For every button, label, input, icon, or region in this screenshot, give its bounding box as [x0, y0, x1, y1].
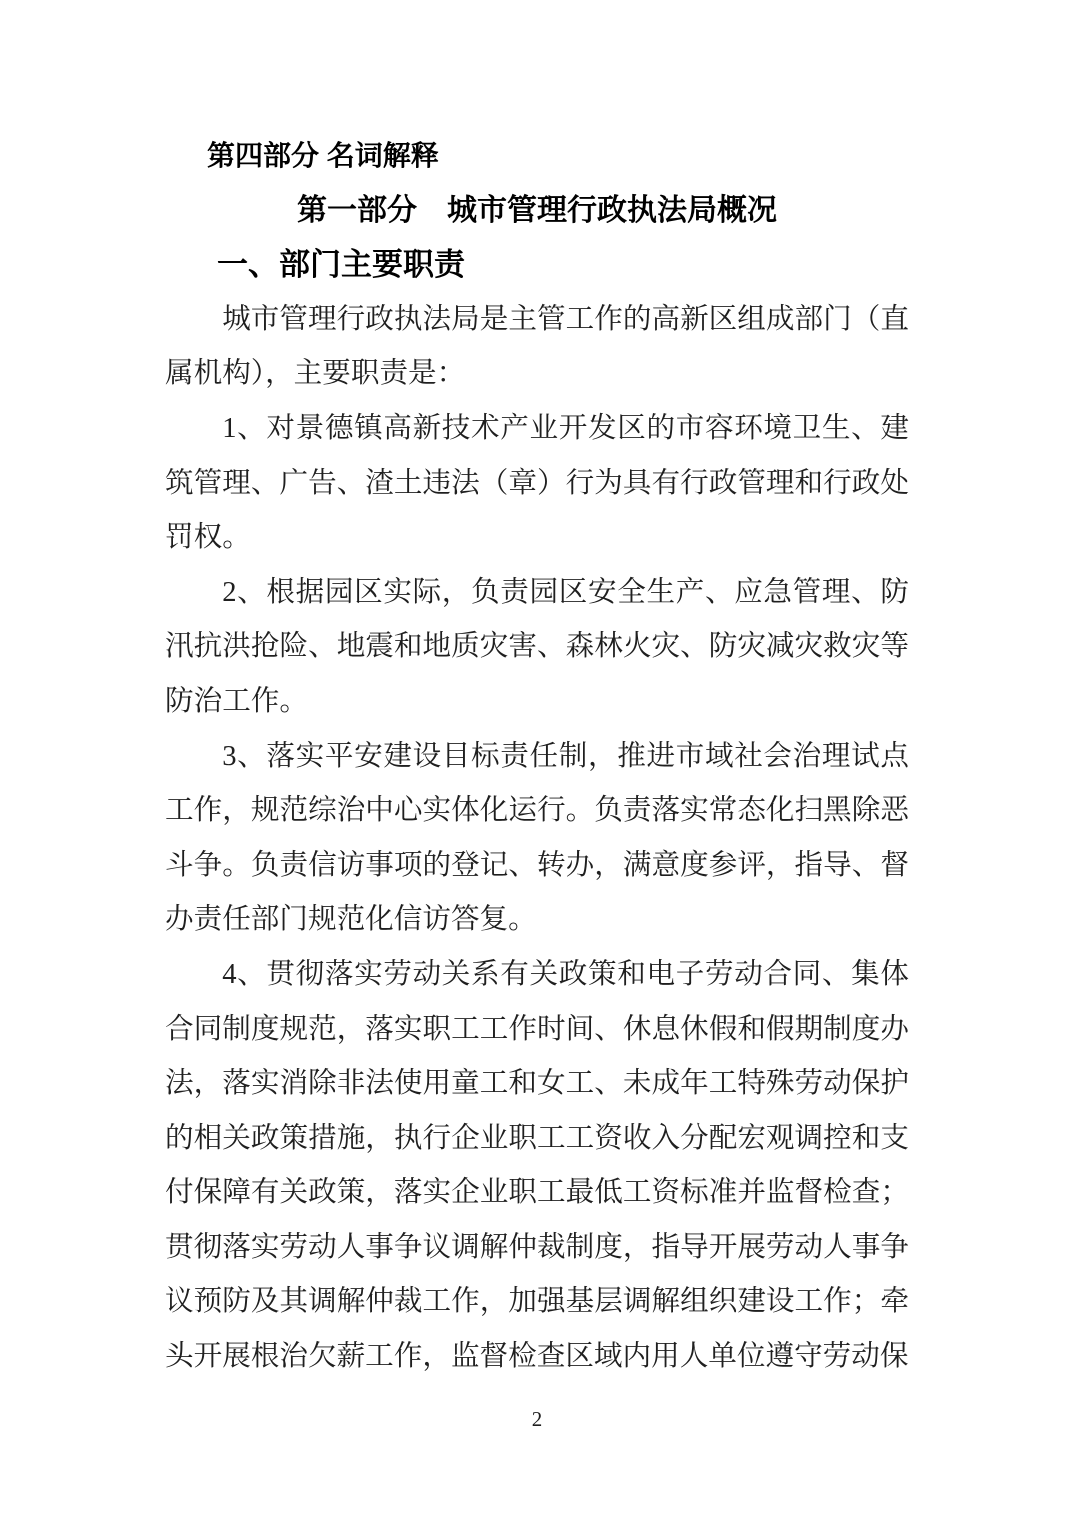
paragraph-duty-4: 4、贯彻落实劳动关系有关政策和电子劳动合同、集体合同制度规范，落实职工工作时间、休息休假和假期制度办法，落实消除非法使用童工和女工、未成年工特殊劳动保护的相关政策措施，执行企业职工工资收入分配宏观调控和支付保障有关政策，落实企业职工最低工资标准并监督检查；贯彻落实劳动人事争议调解仲裁制度，指导开展劳动人事争议预防及其调解仲裁工作，加强基层调解组织建设工作；牵头开展根治欠薪工作，监督检查区域内用人单位遵守劳动保 [165, 958, 909, 1373]
document-content [165, 0, 909, 1385]
page-number: 2 [531, 1407, 543, 1431]
paragraph-duty-1: 1、对景德镇高新技术产业开发区的市容环境卫生、建筑管理、广告、渣土违法（章）行为具有行政管理和行政处罚权。 [165, 412, 909, 554]
heading-section-one: 一、部门主要职责 [217, 247, 465, 283]
paragraph-duty-3: 3、落实平安建设目标责任制，推进市域社会治理试点工作，规范综治中心实体化运行。负责落实常态化扫黑除恶斗争。负责信访事项的登记、转办，满意度参评，指导、督办责任部门规范化信访答复。 [165, 740, 909, 936]
paragraph-duty-2: 2、根据园区实际，负责园区安全生产、应急管理、防汛抗洪抢险、地震和地质灾害、森林火灾、防灾减灾救灾等防治工作。 [165, 576, 909, 717]
heading-part-four: 第四部分 名词解释 [207, 140, 439, 171]
heading-part-one-title: 第一部分 城市管理行政执法局概况 [297, 193, 777, 227]
paragraph-intro: 城市管理行政执法局是主管工作的高新区组成部门（直属机构），主要职责是： [165, 303, 909, 390]
